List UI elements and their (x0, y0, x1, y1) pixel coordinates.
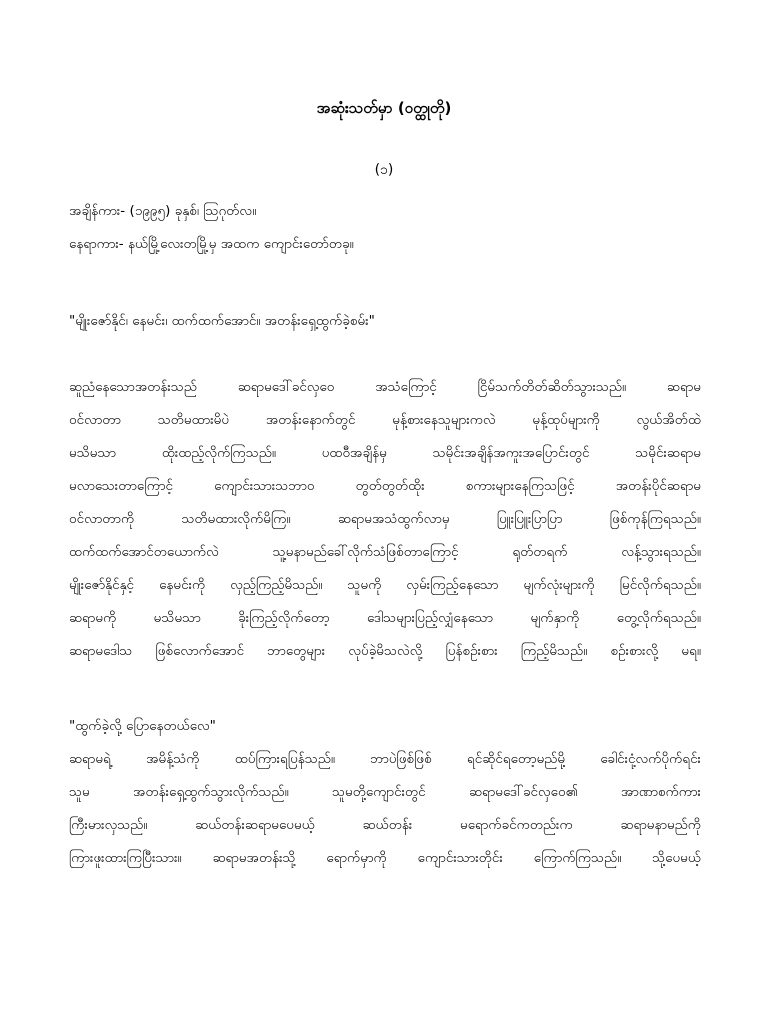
paragraph-1-line: ဝင်လာတာကို သတိမထားလိုက်မိကြ။ ဆရာမအသံထွက်လာမှ ပြူးပြူးပြာပြာ ဖြစ်ကုန်ကြရသည်။ (69, 511, 701, 527)
paragraph-1-line: ထက်ထက်အောင်တယောက်လဲ သူ့မနာမည်ခေါ်လိုက်သံဖြစ်တာကြောင့် ရုတ်တရက် လန့်သွားရသည်။ (69, 544, 701, 560)
paragraph-2-line: ကြားဖူးထားကြပြီးသား။ ဆရာမအတန်းသို့ ရောက်မှာကို ကျောင်းသားတိုင်း ကြောက်ကြသည်။ သို့ပေမယ့် (69, 850, 701, 866)
paragraph-1-line: ဝင်လာတာ သတိမထားမိပဲ အတန်းနောက်တွင် မုန့်စားနေသူများကလဲ မုန့်ထုပ်များကို လွယ်အိတ်ထဲ (69, 412, 701, 428)
setting-time: အချိန်ကား- (၁၉၉၅) ခုနှစ်၊ သြဂုတ်လ။ (69, 203, 257, 219)
paragraph-2-line: သူမ အတန်းရှေ့ထွက်သွားလိုက်သည်။ သူမတို့ကျောင်းတွင် ဆရာမဒေါ်ခင်လှဝေ၏ အာဏာစက်ကား (69, 784, 701, 800)
paragraph-1-line: ဆူညံနေသောအတန်းသည် ဆရာမဒေါ်ခင်လှဝေ အသံကြောင့် ငြိမ်သက်တိတ်ဆိတ်သွားသည်။ ဆရာမ (69, 379, 701, 395)
story-title: အဆုံးသတ်မှာ (ဝတ္ထုတို) (316, 99, 452, 117)
setting-place: နေရာကား- နယ်မြို့လေးတမြို့မှ အထက ကျောင်းတော်တခု။ (69, 236, 354, 252)
dialogue-line-1: "မျိုးဇော်နိုင်၊ နေမင်း၊ ထက်ထက်အောင်။ အတန်းရှေ့ထွက်ခဲ့စမ်း" (69, 313, 375, 329)
chapter-number: (၁) (374, 162, 394, 178)
paragraph-1-line: မလာသေးတာကြောင့် ကျောင်းသားသဘာဝ တွတ်တွတ်ထိုး စကားများနေကြသဖြင့် အတန်းပိုင်ဆရာမ (69, 478, 701, 494)
dialogue-line-2: "ထွက်ခဲ့လို့ ပြောနေတယ်လေ" (69, 718, 216, 734)
paragraph-1-line: ဆရာမကို မသိမသာ ခိုးကြည့်လိုက်တော့ ဒေါသများပြည့်လျှံနေသော မျက်နှာကို တွေ့လိုက်ရသည်။ (69, 610, 701, 626)
paragraph-2-line: ကြီးမားလှသည်။ ဆယ်တန်းဆရာမပေမယ့် ဆယ်တန်း မရောက်ခင်ကတည်းက ဆရာမနာမည်ကို (69, 817, 701, 833)
paragraph-1-line: မျိုးဇော်နိုင်နှင့် နေမင်းကို လှည့်ကြည့်မိသည်။ သူမကို လှမ်းကြည့်နေသော မျက်လုံးများကို မြင်လိုက်ရသည်။ (69, 577, 701, 593)
paragraph-2-line: ဆရာမရဲ့ အမိန့်သံကို ထပ်ကြားရပြန်သည်။ ဘာပဲဖြစ်ဖြစ် ရင်ဆိုင်ရတော့မည်မို့ ခေါင်းငုံ့လက်ပိုက်ရင်း (69, 751, 701, 767)
paragraph-1-line: ဆရာမဒေါသ ဖြစ်လောက်အောင် ဘာတွေများ လုပ်ခဲ့မိသလဲလို့ ပြန်စဉ်းစား ကြည့်မိသည်။ စဉ်းစားလို့ မရ။ (69, 643, 701, 659)
paragraph-1-line: မသိမသာ ထိုးထည့်လိုက်ကြသည်။ ပထဝီအချိန်မှ သမိုင်းအချိန်အကူးအပြောင်းတွင် သမိုင်းဆရာမ (69, 445, 701, 461)
